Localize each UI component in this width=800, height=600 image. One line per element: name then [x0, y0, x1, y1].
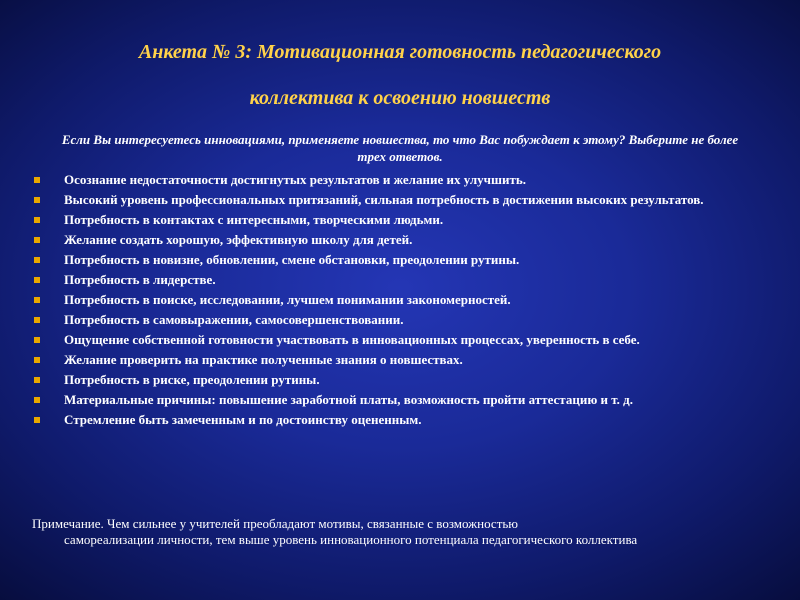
list-item — [32, 292, 762, 308]
list-item — [32, 252, 762, 268]
list-item — [32, 272, 762, 288]
square-bullet-icon — [34, 417, 40, 423]
footnote-line-2: самореализации личности, тем выше уровень инновационного потенциала педагогического коллектива — [64, 532, 638, 547]
square-bullet-icon — [34, 257, 40, 263]
answer-text: Ощущение собственной готовности участвовать в инновационных процессах, уверенность в себе. — [64, 332, 640, 347]
square-bullet-icon — [34, 237, 40, 243]
list-item — [32, 412, 762, 428]
list-item — [32, 372, 762, 388]
answer-text: Осознание недостаточности достигнутых результатов и желание их улучшить. — [64, 172, 526, 187]
list-item — [32, 232, 762, 248]
square-bullet-icon — [34, 397, 40, 403]
answer-text: Желание проверить на практике полученные знания о новшествах. — [64, 352, 463, 367]
answer-text: Желание создать хорошую, эффективную школу для детей. — [64, 232, 413, 247]
square-bullet-icon — [34, 177, 40, 183]
answer-text: Потребность в самовыражении, самосовершенствовании. — [64, 312, 404, 327]
answer-text: Потребность в лидерстве. — [64, 272, 216, 287]
answer-text: Потребность в поиске, исследовании, лучшем понимании закономерностей. — [64, 292, 511, 307]
list-item — [32, 192, 762, 208]
square-bullet-icon — [34, 337, 40, 343]
answer-text: Потребность в риске, преодолении рутины. — [64, 372, 320, 387]
list-item — [32, 312, 762, 328]
answer-text: Материальные причины: повышение заработной платы, возможность пройти аттестацию и т. д. — [64, 392, 633, 407]
answer-text: Стремление быть замеченным и по достоинству оцененным. — [64, 412, 422, 427]
list-item — [32, 392, 762, 408]
square-bullet-icon — [34, 357, 40, 363]
answer-text: Потребность в новизне, обновлении, смене обстановки, преодолении рутины. — [64, 252, 520, 267]
square-bullet-icon — [34, 297, 40, 303]
list-item — [32, 212, 762, 228]
slide-title-line-2: коллектива к освоению новшеств — [249, 87, 551, 109]
list-item — [32, 172, 762, 188]
square-bullet-icon — [34, 377, 40, 383]
answer-list — [32, 172, 762, 432]
square-bullet-icon — [34, 197, 40, 203]
footnote-line-1: Примечание. Чем сильнее у учителей преобладают мотивы, связанные с возможностью — [32, 516, 519, 531]
footnote — [32, 516, 752, 548]
slide-title-line-1: Анкета № 3: Мотивационная готовность педагогического — [138, 41, 662, 63]
answer-text: Высокий уровень профессиональных притязаний, сильная потребность в достижении высоких результатов. — [64, 192, 704, 207]
square-bullet-icon — [34, 317, 40, 323]
answer-text: Потребность в контактах с интересными, творческими людьми. — [64, 212, 444, 227]
list-item — [32, 332, 762, 348]
list-item — [32, 352, 762, 368]
square-bullet-icon — [34, 217, 40, 223]
square-bullet-icon — [34, 277, 40, 283]
survey-question: Если Вы интересуетесь инновациями, применяете новшества, то что Вас побуждает к этому? Выберите не более трех ответов. — [61, 132, 739, 164]
